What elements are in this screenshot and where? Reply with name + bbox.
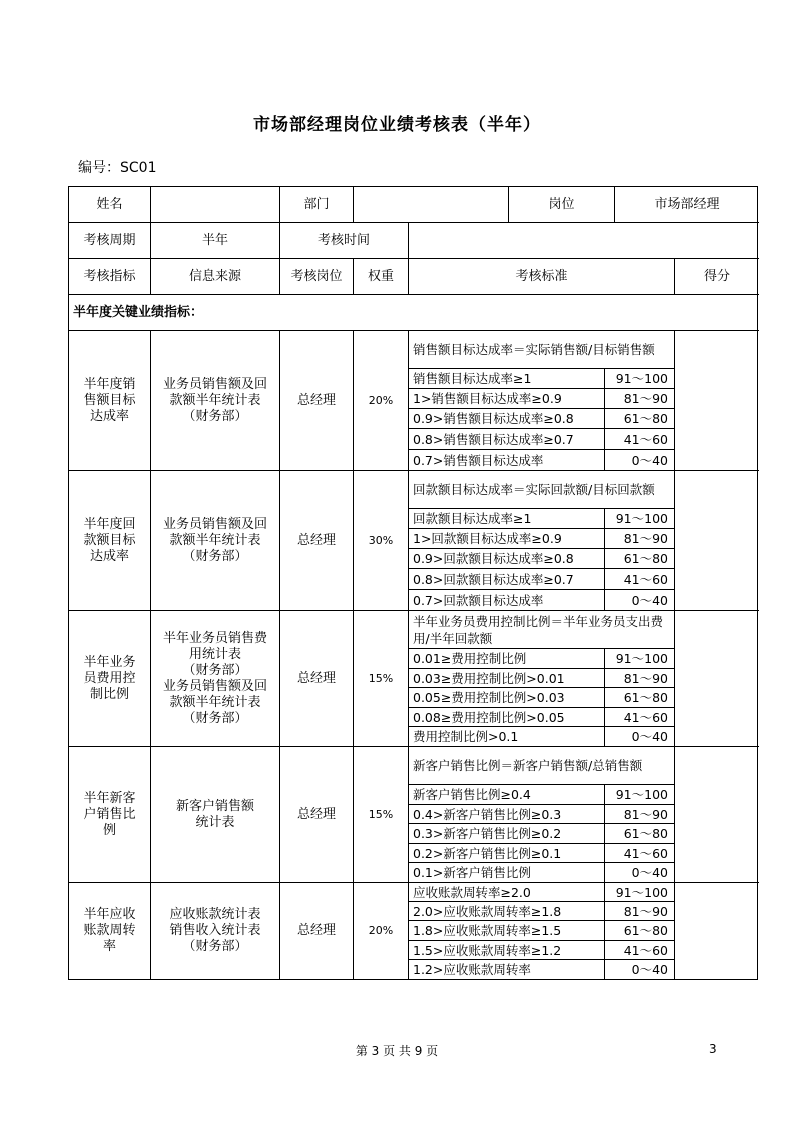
document-title: 市场部经理岗位业绩考核表（半年） <box>253 115 541 135</box>
level-condition: 0.03≥费用控制比例>0.01 <box>409 669 605 688</box>
level-score: 81～90 <box>605 669 675 688</box>
indicator-post: 总经理 <box>280 331 354 471</box>
indicator-formula: 回款额目标达成率＝实际回款额/目标回款额 <box>409 471 675 509</box>
indicator-weight: 15% <box>354 611 409 747</box>
col-standard: 考核标准 <box>409 259 675 295</box>
score-field[interactable] <box>675 611 759 747</box>
level-condition: 0.8>销售额目标达成率≥0.7 <box>409 429 605 450</box>
col-score: 得分 <box>675 259 759 295</box>
level-condition: 应收账款周转率≥2.0 <box>409 883 605 902</box>
name-label: 姓名 <box>69 187 151 223</box>
level-condition: 1>回款额目标达成率≥0.9 <box>409 529 605 549</box>
level-score: 41～60 <box>605 569 675 590</box>
level-score: 91～100 <box>605 785 675 805</box>
indicator-source: 应收账款统计表 销售收入统计表 （财务部） <box>151 883 280 979</box>
level-score: 41～60 <box>605 844 675 863</box>
col-weight: 权重 <box>354 259 409 295</box>
level-score: 61～80 <box>605 409 675 429</box>
level-score: 41～60 <box>605 429 675 450</box>
level-condition: 0.3>新客户销售比例≥0.2 <box>409 824 605 844</box>
level-condition: 回款额目标达成率≥1 <box>409 509 605 529</box>
level-score: 41～60 <box>605 708 675 727</box>
level-condition: 0.8>回款额目标达成率≥0.7 <box>409 569 605 590</box>
level-condition: 2.0>应收账款周转率≥1.8 <box>409 902 605 921</box>
level-condition: 1.8>应收账款周转率≥1.5 <box>409 921 605 941</box>
level-score: 0～40 <box>605 727 675 747</box>
indicator-source: 业务员销售额及回 款额半年统计表 （财务部） <box>151 471 280 611</box>
indicator-source: 新客户销售额 统计表 <box>151 747 280 883</box>
level-score: 61～80 <box>605 921 675 941</box>
level-condition: 0.4>新客户销售比例≥0.3 <box>409 805 605 824</box>
level-score: 0～40 <box>605 863 675 883</box>
level-score: 91～100 <box>605 649 675 669</box>
score-field[interactable] <box>675 471 759 611</box>
indicator-weight: 15% <box>354 747 409 883</box>
level-score: 81～90 <box>605 805 675 824</box>
period-value: 半年 <box>151 223 280 259</box>
indicator-name: 半年业务 员费用控 制比例 <box>69 611 151 747</box>
indicator-post: 总经理 <box>280 611 354 747</box>
section-label: 半年度关键业绩指标： <box>69 295 759 331</box>
indicator-formula: 销售额目标达成率＝实际销售额/目标销售额 <box>409 331 675 369</box>
page-indicator: 第 3 页 共 9 页 <box>355 1044 439 1058</box>
level-condition: 0.05≥费用控制比例>0.03 <box>409 688 605 708</box>
col-post: 考核岗位 <box>280 259 354 295</box>
level-condition: 0.7>回款额目标达成率 <box>409 590 605 611</box>
level-condition: 0.7>销售额目标达成率 <box>409 450 605 471</box>
level-score: 61～80 <box>605 688 675 708</box>
level-condition: 0.01≥费用控制比例 <box>409 649 605 669</box>
time-label: 考核时间 <box>280 223 409 259</box>
post-label: 岗位 <box>509 187 615 223</box>
indicator-weight: 30% <box>354 471 409 611</box>
indicator-formula: 新客户销售比例＝新客户销售额/总销售额 <box>409 747 675 785</box>
level-condition: 1>销售额目标达成率≥0.9 <box>409 389 605 409</box>
level-score: 91～100 <box>605 883 675 902</box>
col-indicator: 考核指标 <box>69 259 151 295</box>
level-condition: 费用控制比例>0.1 <box>409 727 605 747</box>
indicator-post: 总经理 <box>280 471 354 611</box>
indicator-name: 半年度销 售额目标 达成率 <box>69 331 151 471</box>
level-score: 61～80 <box>605 549 675 569</box>
level-condition: 销售额目标达成率≥1 <box>409 369 605 389</box>
page-number: 3 <box>709 1042 717 1056</box>
score-field[interactable] <box>675 883 759 979</box>
level-score: 41～60 <box>605 941 675 960</box>
level-score: 81～90 <box>605 902 675 921</box>
name-value-field[interactable] <box>151 187 280 223</box>
level-score: 91～100 <box>605 509 675 529</box>
level-condition: 0.08≥费用控制比例>0.05 <box>409 708 605 727</box>
level-condition: 新客户销售比例≥0.4 <box>409 785 605 805</box>
level-score: 81～90 <box>605 389 675 409</box>
col-source: 信息来源 <box>151 259 280 295</box>
level-condition: 1.5>应收账款周转率≥1.2 <box>409 941 605 960</box>
score-field[interactable] <box>675 747 759 883</box>
level-score: 0～40 <box>605 590 675 611</box>
level-score: 81～90 <box>605 529 675 549</box>
level-condition: 0.9>回款额目标达成率≥0.8 <box>409 549 605 569</box>
document-code: 编号：SC01 <box>78 160 157 176</box>
indicator-name: 半年新客 户销售比 例 <box>69 747 151 883</box>
level-score: 91～100 <box>605 369 675 389</box>
time-value-field[interactable] <box>409 223 759 259</box>
indicator-formula: 半年业务员费用控制比例＝半年业务员支出费用/半年回款额 <box>409 611 675 649</box>
level-score: 0～40 <box>605 450 675 471</box>
level-condition: 0.2>新客户销售比例≥0.1 <box>409 844 605 863</box>
indicator-source: 半年业务员销售费 用统计表 （财务部） 业务员销售额及回 款额半年统计表 （财务部） <box>151 611 280 747</box>
dept-value-field[interactable] <box>354 187 509 223</box>
level-score: 0～40 <box>605 960 675 979</box>
period-label: 考核周期 <box>69 223 151 259</box>
indicator-name: 半年应收 账款周转 率 <box>69 883 151 979</box>
level-condition: 1.2>应收账款周转率 <box>409 960 605 979</box>
indicator-name: 半年度回 款额目标 达成率 <box>69 471 151 611</box>
dept-label: 部门 <box>280 187 354 223</box>
level-condition: 0.9>销售额目标达成率≥0.8 <box>409 409 605 429</box>
level-score: 61～80 <box>605 824 675 844</box>
level-condition: 0.1>新客户销售比例 <box>409 863 605 883</box>
assessment-table <box>68 186 758 980</box>
post-value: 市场部经理 <box>615 187 759 223</box>
score-field[interactable] <box>675 331 759 471</box>
indicator-source: 业务员销售额及回 款额半年统计表 （财务部） <box>151 331 280 471</box>
indicator-post: 总经理 <box>280 747 354 883</box>
indicator-post: 总经理 <box>280 883 354 979</box>
indicator-weight: 20% <box>354 331 409 471</box>
indicator-weight: 20% <box>354 883 409 979</box>
